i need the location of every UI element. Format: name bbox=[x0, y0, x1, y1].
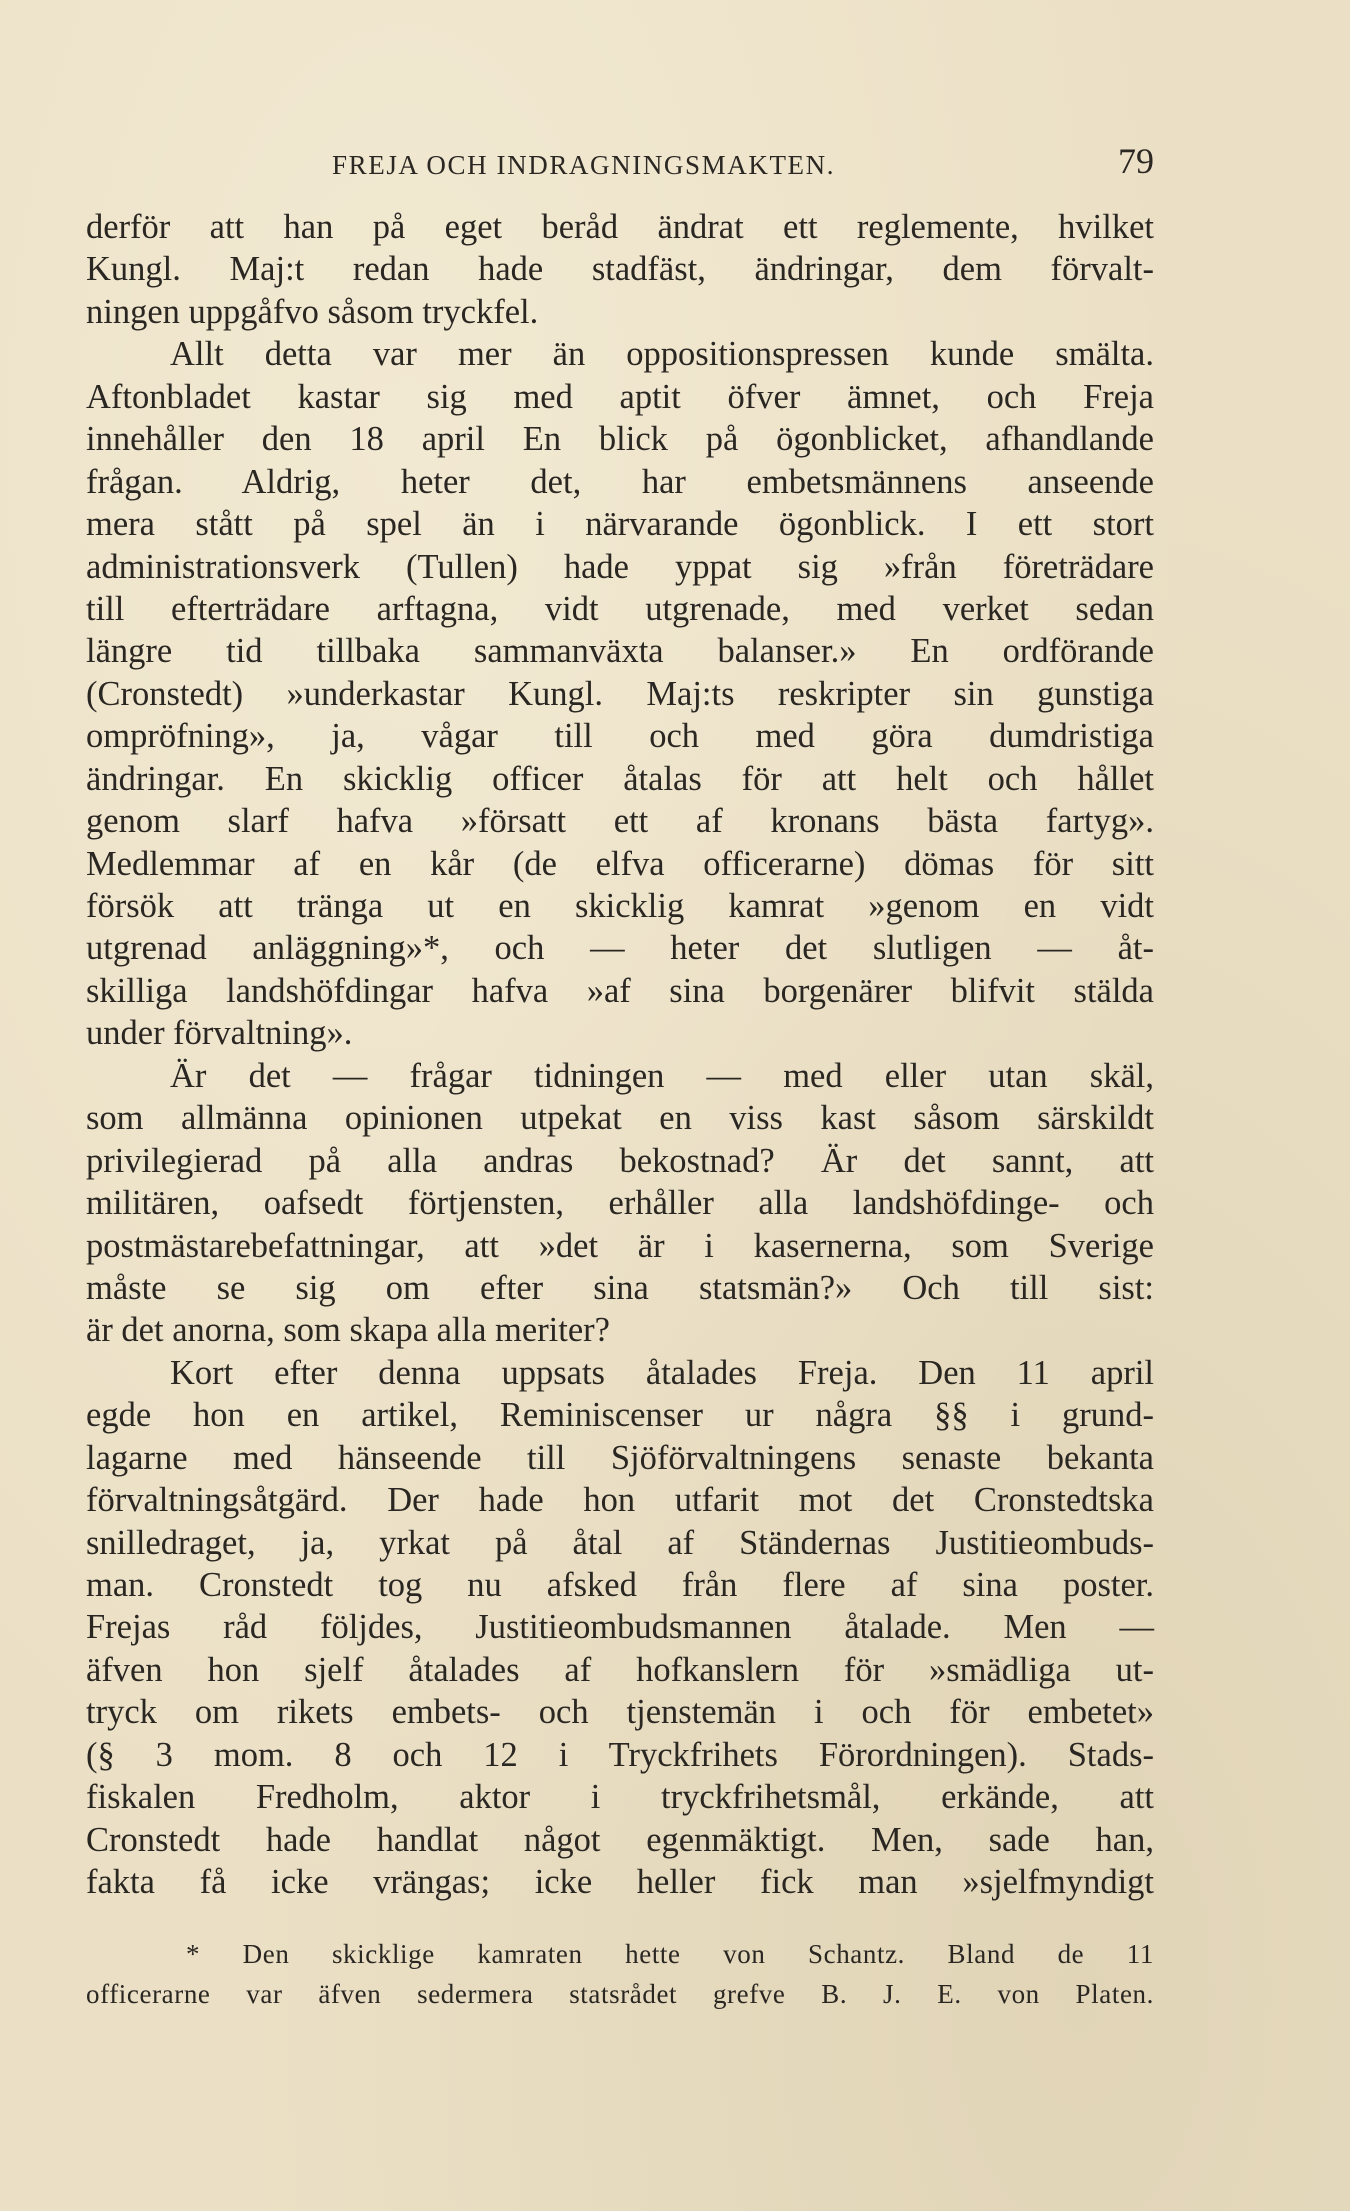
text-line: Kungl. Maj:t redan hade stadfäst, ändringar, dem förvalt- bbox=[86, 250, 1154, 289]
text-line: snilledraget, ja, yrkat på åtal af Ständernas Justitieombuds- bbox=[86, 1523, 1154, 1562]
text-line: Aftonbladet kastar sig med aptit öfver ämnet, och Freja bbox=[86, 377, 1154, 416]
text-line: förvaltningsåtgärd. Der hade hon utfarit mot det Cronstedtska bbox=[86, 1481, 1154, 1520]
text-line: ompröfning», ja, vågar till och med göra dumdristiga bbox=[86, 717, 1154, 756]
text-line: ningen uppgåfvo såsom tryckfel. bbox=[86, 292, 539, 331]
text-line: skilliga landshöfdingar hafva »af sina borgenärer blifvit stälda bbox=[86, 971, 1154, 1010]
footnote-line: officerarne var äfven sedermera statsrådet grefve B. J. E. von Platen. bbox=[86, 1979, 1154, 2009]
text-line: privilegierad på alla andras bekostnad? Är det sannt, att bbox=[86, 1141, 1154, 1180]
text-line: postmästarebefattningar, att »det är i kasernerna, som Sverige bbox=[86, 1226, 1154, 1265]
text-line: administrationsverk (Tullen) hade yppat sig »från företrädare bbox=[86, 547, 1154, 586]
text-line: militären, oafsedt förtjensten, erhåller alla landshöfdinge- och bbox=[86, 1184, 1154, 1223]
running-head: FREJA OCH INDRAGNINGSMAKTEN. bbox=[332, 150, 836, 180]
text-line: mera stått på spel än i närvarande ögonblick. I ett stort bbox=[86, 505, 1154, 544]
text-line: är det anorna, som skapa alla meriter? bbox=[86, 1311, 610, 1350]
text-line: egde hon en artikel, Reminiscenser ur några §§ i grund- bbox=[86, 1396, 1154, 1435]
text-line: måste se sig om efter sina statsmän?» Och till sist: bbox=[86, 1268, 1154, 1307]
text-line: fakta få icke vrängas; icke heller fick man »sjelfmyndigt bbox=[86, 1863, 1154, 1902]
text-line: Kort efter denna uppsats åtalades Freja. Den 11 april bbox=[170, 1353, 1154, 1392]
text-line: till efterträdare arftagna, vidt utgrenade, med verket sedan bbox=[86, 589, 1154, 628]
text-line: tryck om rikets embets- och tjenstemän i och för embetet» bbox=[86, 1693, 1154, 1732]
text-line: som allmänna opinionen utpekat en viss kast såsom särskildt bbox=[86, 1099, 1154, 1138]
text-line: Är det — frågar tidningen — med eller utan skäl, bbox=[170, 1056, 1154, 1095]
text-line: lagarne med hänseende till Sjöförvaltningens senaste bekanta bbox=[86, 1438, 1154, 1477]
text-line: (§ 3 mom. 8 och 12 i Tryckfrihets Förordningen). Stads- bbox=[86, 1735, 1154, 1774]
text-line: (Cronstedt) »underkastar Kungl. Maj:ts reskripter sin gunstiga bbox=[86, 674, 1154, 713]
text-line: innehåller den 18 april En blick på ögonblicket, afhandlande bbox=[86, 420, 1154, 459]
main-text bbox=[86, 206, 1154, 1904]
text-line: derför att han på eget beråd ändrat ett reglemente, hvilket bbox=[86, 208, 1154, 246]
text-line: frågan. Aldrig, heter det, har embetsmännens anseende bbox=[86, 462, 1154, 501]
footnote bbox=[86, 1934, 1154, 2014]
text-line: man. Cronstedt tog nu afsked från flere af sina poster. bbox=[86, 1566, 1154, 1604]
page-number: 79 bbox=[1118, 141, 1154, 181]
text-line: utgrenad anläggning»*, och — heter det slutligen — åt- bbox=[86, 929, 1154, 968]
text-line: Medlemmar af en kår (de elfva officerarne) dömas för sitt bbox=[86, 844, 1154, 883]
text-line: ändringar. En skicklig officer åtalas för att helt och hållet bbox=[86, 759, 1154, 798]
page-header bbox=[86, 140, 1154, 186]
text-line: under förvaltning». bbox=[86, 1014, 353, 1053]
footnote-line: * Den skicklige kamraten hette von Schantz. Bland de 11 bbox=[186, 1939, 1154, 1969]
text-line: äfven hon sjelf åtalades af hofkanslern för »smädliga ut- bbox=[86, 1650, 1154, 1689]
text-line: Allt detta var mer än oppositionspressen kunde smälta. bbox=[170, 335, 1154, 374]
text-line: Frejas råd följdes, Justitieombudsmannen åtalade. Men — bbox=[86, 1608, 1154, 1647]
text-line: Cronstedt hade handlat något egenmäktigt. Men, sade han, bbox=[86, 1820, 1154, 1859]
text-line: genom slarf hafva »försatt ett af kronans bästa fartyg». bbox=[86, 802, 1154, 841]
text-line: fiskalen Fredholm, aktor i tryckfrihetsmål, erkände, att bbox=[86, 1778, 1154, 1817]
text-line: försök att tränga ut en skicklig kamrat »genom en vidt bbox=[86, 887, 1154, 925]
text-line: längre tid tillbaka sammanväxta balanser.» En ordförande bbox=[86, 632, 1154, 671]
